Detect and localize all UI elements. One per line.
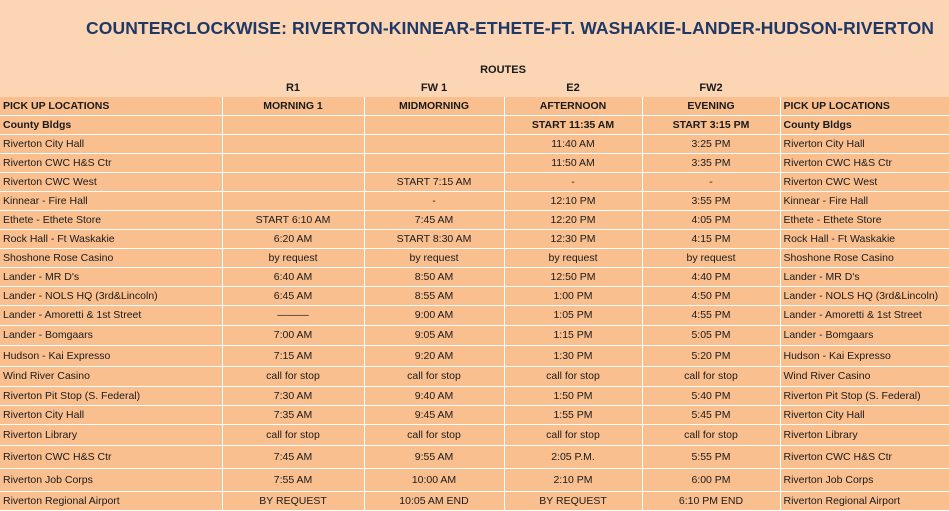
pickup-location-right: Hudson - Kai Expresso	[780, 346, 949, 367]
time-cell	[222, 192, 364, 211]
time-cell: 9:00 AM	[364, 306, 504, 326]
time-cell: call for stop	[364, 425, 504, 446]
table-row	[0, 249, 949, 268]
time-cell: 7:15 AM	[222, 346, 364, 367]
table-row	[0, 387, 949, 406]
pickup-location-right: Kinnear - Fire Hall	[780, 192, 949, 211]
time-cell: -	[642, 173, 780, 192]
time-cell: 5:45 PM	[642, 406, 780, 425]
time-cell: 8:50 AM	[364, 268, 504, 287]
county-time	[364, 116, 504, 135]
county-row	[0, 116, 949, 135]
time-cell: 12:10 PM	[504, 192, 642, 211]
pickup-location: Riverton Regional Airport	[0, 492, 222, 511]
route-codes-row	[0, 79, 949, 97]
schedule-title: COUNTERCLOCKWISE: RIVERTON-KINNEAR-ETHETE-FT. WASHAKIE-LANDER-HUDSON-RIVERTON	[86, 18, 935, 38]
time-cell: 1:50 PM	[504, 387, 642, 406]
time-cell: call for stop	[364, 367, 504, 387]
time-cell: 9:45 AM	[364, 406, 504, 425]
pickup-location-right: Riverton CWC H&S Ctr	[780, 446, 949, 469]
time-cell: 5:40 PM	[642, 387, 780, 406]
time-cell: call for stop	[222, 425, 364, 446]
pickup-location: Riverton Library	[0, 425, 222, 446]
pickup-location: Wind River Casino	[0, 367, 222, 387]
time-cell: START 7:15 AM	[364, 173, 504, 192]
time-cell: 8:55 AM	[364, 287, 504, 306]
time-cell: -	[364, 192, 504, 211]
time-cell: 11:50 AM	[504, 154, 642, 173]
time-cell: 12:30 PM	[504, 230, 642, 249]
time-cell: 7:35 AM	[222, 406, 364, 425]
time-cell: 1:05 PM	[504, 306, 642, 326]
time-cell: 6:45 AM	[222, 287, 364, 306]
pickup-location-right: Riverton Pit Stop (S. Federal)	[780, 387, 949, 406]
time-cell: 2:05 P.M.	[504, 446, 642, 469]
time-cell: 5:05 PM	[642, 326, 780, 346]
time-cell: 10:00 AM	[364, 469, 504, 492]
county-location-right: County Bldgs	[780, 116, 949, 135]
time-cell	[222, 135, 364, 154]
time-cell: 10:05 AM END	[364, 492, 504, 511]
time-cell: 12:50 PM	[504, 268, 642, 287]
time-cell: 9:05 AM	[364, 326, 504, 346]
pickup-location: Kinnear - Fire Hall	[0, 192, 222, 211]
pickup-location-right: Wind River Casino	[780, 367, 949, 387]
time-cell: 4:55 PM	[642, 306, 780, 326]
pickup-location: Rock Hall - Ft Waskakie	[0, 230, 222, 249]
time-cell	[364, 135, 504, 154]
county-time	[222, 116, 364, 135]
time-cell: 4:15 PM	[642, 230, 780, 249]
time-cell: BY REQUEST	[222, 492, 364, 511]
routes-label: ROUTES	[364, 61, 642, 79]
table-row	[0, 446, 949, 469]
time-cell: START 8:30 AM	[364, 230, 504, 249]
time-cell: 9:55 AM	[364, 446, 504, 469]
time-cell: 7:00 AM	[222, 326, 364, 346]
time-cell: 7:45 AM	[222, 446, 364, 469]
table-row	[0, 268, 949, 287]
time-cell: call for stop	[504, 425, 642, 446]
table-row	[0, 346, 949, 367]
table-row	[0, 406, 949, 425]
time-cell: 3:55 PM	[642, 192, 780, 211]
pickup-location: Lander - Bomgaars	[0, 326, 222, 346]
time-cell: 1:55 PM	[504, 406, 642, 425]
route-code-fw1: FW 1	[364, 79, 504, 97]
time-cell	[222, 154, 364, 173]
pickup-location: Hudson - Kai Expresso	[0, 346, 222, 367]
table-row	[0, 469, 949, 492]
time-cell: -	[504, 173, 642, 192]
pickup-location: Ethete - Ethete Store	[0, 211, 222, 230]
table-row	[0, 367, 949, 387]
county-time: START 11:35 AM	[504, 116, 642, 135]
time-cell: 6:20 AM	[222, 230, 364, 249]
pickup-location-right: Riverton CWC West	[780, 173, 949, 192]
table-row	[0, 173, 949, 192]
pickup-location-right: Riverton City Hall	[780, 135, 949, 154]
table-row	[0, 326, 949, 346]
time-cell: 6:10 PM END	[642, 492, 780, 511]
table-row	[0, 192, 949, 211]
pickup-location: Riverton City Hall	[0, 135, 222, 154]
time-cell	[364, 154, 504, 173]
table-row	[0, 135, 949, 154]
pickup-location: Shoshone Rose Casino	[0, 249, 222, 268]
county-time: START 3:15 PM	[642, 116, 780, 135]
pickup-location-right: Ethete - Ethete Store	[780, 211, 949, 230]
pickup-location: Riverton Pit Stop (S. Federal)	[0, 387, 222, 406]
routes-band	[0, 61, 949, 79]
time-header-evening: EVENING	[642, 97, 780, 116]
pickup-location: Riverton City Hall	[0, 406, 222, 425]
pickup-location-right: Rock Hall - Ft Waskakie	[780, 230, 949, 249]
pickup-location: Riverton Job Corps	[0, 469, 222, 492]
time-cell: call for stop	[642, 425, 780, 446]
pickup-location-right: Riverton Library	[780, 425, 949, 446]
pickup-location: Lander - Amoretti & 1st Street	[0, 306, 222, 326]
time-cell: 1:00 PM	[504, 287, 642, 306]
time-cell: 7:30 AM	[222, 387, 364, 406]
route-code-e2: E2	[504, 79, 642, 97]
pickup-header-right: PICK UP LOCATIONS	[780, 97, 949, 116]
table-row	[0, 287, 949, 306]
table-row	[0, 492, 949, 511]
time-cell: ———	[222, 306, 364, 326]
pickup-location-right: Shoshone Rose Casino	[780, 249, 949, 268]
time-cell: START 6:10 AM	[222, 211, 364, 230]
time-cell: 6:40 AM	[222, 268, 364, 287]
pickup-location-right: Lander - MR D's	[780, 268, 949, 287]
time-header-morning: MORNING 1	[222, 97, 364, 116]
pickup-location: Lander - NOLS HQ (3rd&Lincoln)	[0, 287, 222, 306]
time-header-midmorning: MIDMORNING	[364, 97, 504, 116]
table-row	[0, 230, 949, 249]
pickup-location-right: Riverton Regional Airport	[780, 492, 949, 511]
time-cell: call for stop	[642, 367, 780, 387]
time-cell: call for stop	[222, 367, 364, 387]
time-cell: BY REQUEST	[504, 492, 642, 511]
time-cell: by request	[364, 249, 504, 268]
table-row	[0, 211, 949, 230]
pickup-location-right: Riverton City Hall	[780, 406, 949, 425]
pickup-location-right: Lander - Amoretti & 1st Street	[780, 306, 949, 326]
time-cell: 5:55 PM	[642, 446, 780, 469]
pickup-location-right: Lander - NOLS HQ (3rd&Lincoln)	[780, 287, 949, 306]
time-cell: 4:05 PM	[642, 211, 780, 230]
county-location: County Bldgs	[0, 116, 222, 135]
time-cell: 7:55 AM	[222, 469, 364, 492]
time-cell: 3:25 PM	[642, 135, 780, 154]
table-row	[0, 306, 949, 326]
time-cell: 6:00 PM	[642, 469, 780, 492]
route-code-r1: R1	[222, 79, 364, 97]
pickup-location: Lander - MR D's	[0, 268, 222, 287]
time-cell: 9:20 AM	[364, 346, 504, 367]
time-header-afternoon: AFTERNOON	[504, 97, 642, 116]
time-cell: by request	[222, 249, 364, 268]
route-code-fw2: FW2	[642, 79, 780, 97]
pickup-location: Riverton CWC West	[0, 173, 222, 192]
pickup-location: Riverton CWC H&S Ctr	[0, 446, 222, 469]
schedule-table	[0, 61, 949, 511]
time-cell: by request	[504, 249, 642, 268]
time-cell: 11:40 AM	[504, 135, 642, 154]
pickup-location-right: Riverton CWC H&S Ctr	[780, 154, 949, 173]
pickup-location: Riverton CWC H&S Ctr	[0, 154, 222, 173]
time-cell: 7:45 AM	[364, 211, 504, 230]
time-cell: 5:20 PM	[642, 346, 780, 367]
table-row	[0, 425, 949, 446]
time-cell: 4:50 PM	[642, 287, 780, 306]
header-row	[0, 97, 949, 116]
time-cell: 2:10 PM	[504, 469, 642, 492]
time-cell: 3:35 PM	[642, 154, 780, 173]
time-cell: 9:40 AM	[364, 387, 504, 406]
time-cell: 1:15 PM	[504, 326, 642, 346]
time-cell: 4:40 PM	[642, 268, 780, 287]
time-cell: 1:30 PM	[504, 346, 642, 367]
time-cell: call for stop	[504, 367, 642, 387]
pickup-location-right: Riverton Job Corps	[780, 469, 949, 492]
table-row	[0, 154, 949, 173]
time-cell: by request	[642, 249, 780, 268]
time-cell: 12:20 PM	[504, 211, 642, 230]
time-cell	[222, 173, 364, 192]
pickup-header-left: PICK UP LOCATIONS	[0, 97, 222, 116]
pickup-location-right: Lander - Bomgaars	[780, 326, 949, 346]
